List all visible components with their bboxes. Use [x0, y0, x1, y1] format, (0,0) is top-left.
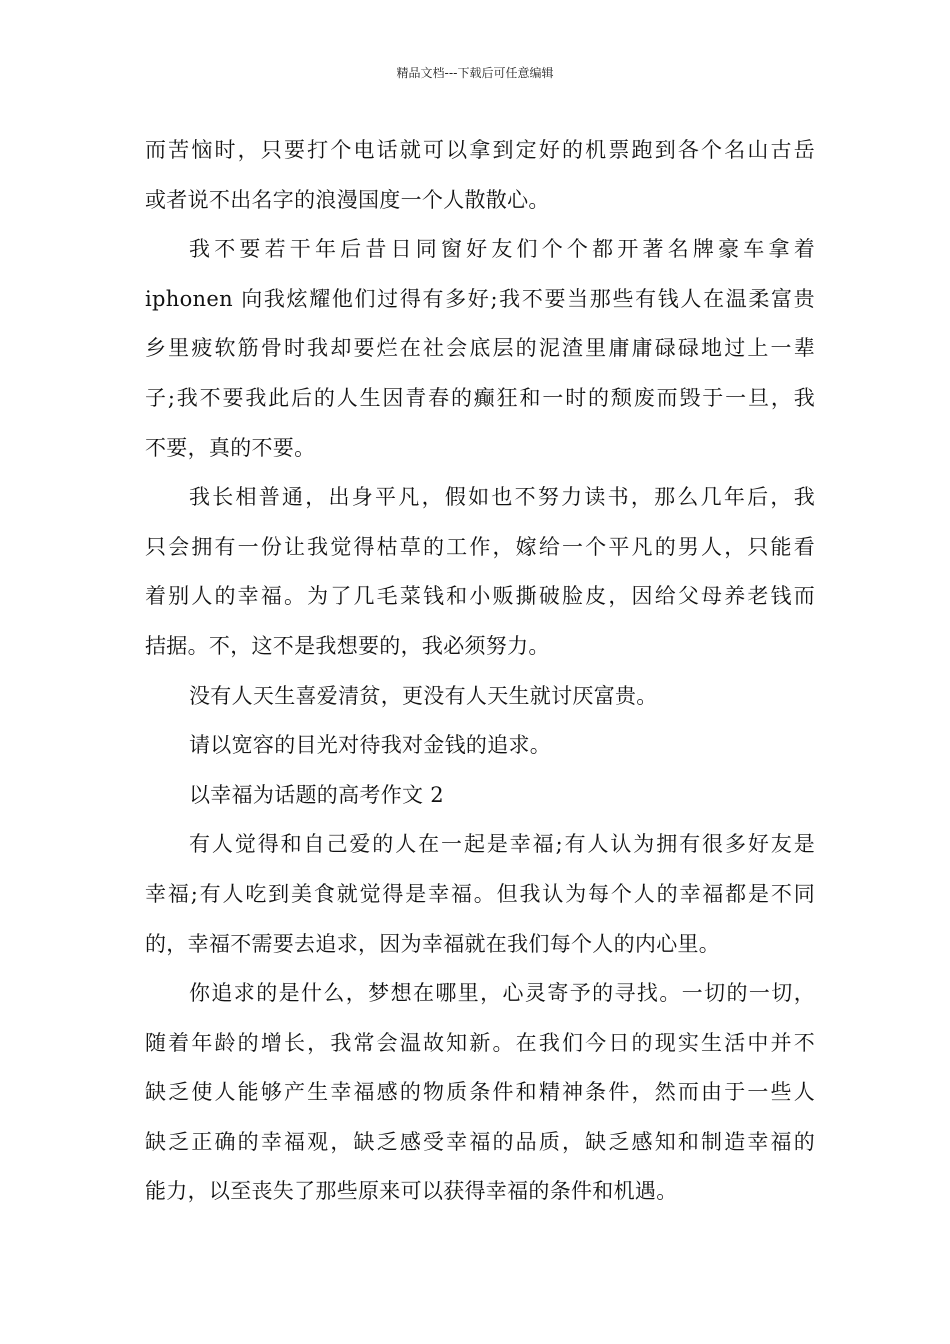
page-header: 精品文档---下载后可任意编辑 — [396, 66, 554, 80]
text-line: 着别人的幸福。为了几毛菜钱和小贩撕破脸皮，因给父母养老钱而 — [145, 584, 815, 609]
text-line: 不要，真的不要。 — [145, 435, 316, 460]
text-line: iphonen 向我炫耀他们过得有多好;我不要当那些有钱人在温柔富贵 — [145, 286, 815, 311]
text-line: 没有人天生喜爱清贫，更没有人天生就讨厌富贵。 — [189, 683, 658, 708]
text-line: 或者说不出名字的浪漫国度一个人散散心。 — [145, 187, 550, 212]
text-line: 我长相普通，出身平凡，假如也不努力读书，那么几年后，我 — [189, 485, 815, 510]
text-line: 能力，以至丧失了那些原来可以获得幸福的条件和机遇。 — [145, 1179, 678, 1204]
text-line: 缺乏使人能够产生幸福感的物质条件和精神条件，然而由于一些人 — [145, 1080, 815, 1105]
text-line: 缺乏正确的幸福观，缺乏感受幸福的品质，缺乏感知和制造幸福的 — [145, 1129, 815, 1154]
text-line: 幸福;有人吃到美食就觉得是幸福。但我认为每个人的幸福都是不同 — [145, 881, 815, 906]
text-line: 请以宽容的目光对待我对金钱的追求。 — [189, 733, 552, 758]
text-line: 你追求的是什么，梦想在哪里，心灵寄予的寻找。一切的一切， — [189, 981, 815, 1006]
text-line: 只会拥有一份让我觉得枯草的工作，嫁给一个平凡的男人，只能看 — [145, 534, 815, 559]
text-line: 有人觉得和自己爱的人在一起是幸福;有人认为拥有很多好友是 — [189, 832, 815, 857]
text-line: 的，幸福不需要去追求，因为幸福就在我们每个人的内心里。 — [145, 931, 721, 956]
text-line: 拮据。不，这不是我想要的，我必须努力。 — [145, 633, 550, 658]
text-line: 以幸福为话题的高考作文 2 — [189, 782, 444, 807]
text-line: 乡里疲软筋骨时我却要烂在社会底层的泥渣里庸庸碌碌地过上一辈 — [145, 336, 815, 361]
document-body — [145, 126, 815, 1217]
text-line: 而苦恼时，只要打个电话就可以拿到定好的机票跑到各个名山古岳 — [145, 138, 815, 162]
text-line: 我不要若干年后昔日同窗好友们个个都开著名牌豪车拿着 — [189, 237, 815, 262]
text-line: 随着年龄的增长，我常会温故知新。在我们今日的现实生活中并不 — [145, 1030, 815, 1055]
text-line: 子;我不要我此后的人生因青春的癫狂和一时的颓废而毁于一旦，我 — [145, 385, 815, 410]
